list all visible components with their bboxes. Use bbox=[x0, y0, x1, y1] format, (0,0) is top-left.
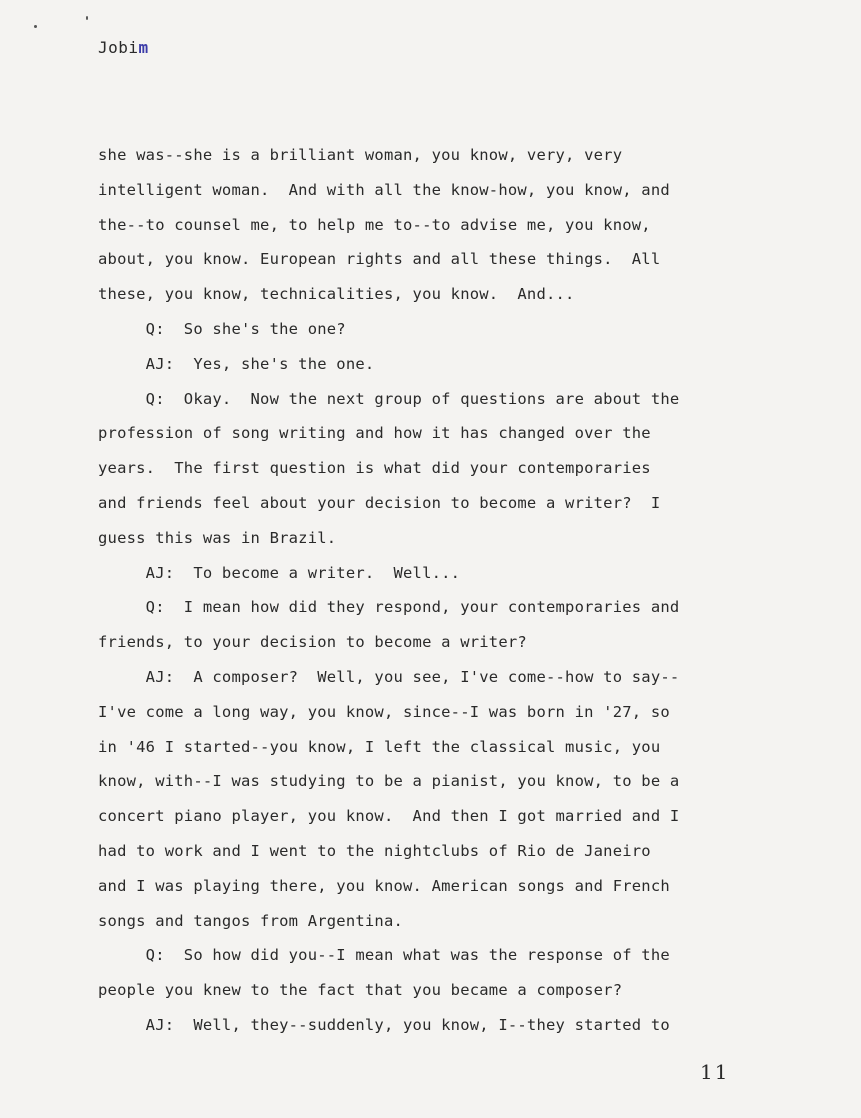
transcript-line: Q: So she's the one? bbox=[98, 320, 346, 338]
transcript-line: AJ: Yes, she's the one. bbox=[98, 354, 375, 373]
transcript-line: Q: Okay. Now the next group of questions are about the bbox=[98, 389, 680, 408]
transcript-line: in '46 I started--you know, I left the classical music, you bbox=[98, 737, 661, 756]
transcript-line: these, you know, technicalities, you know. And... bbox=[98, 285, 575, 304]
transcript-line: the--to counsel me, to help me to--to advise me, you know, bbox=[98, 215, 651, 234]
header-name: Jobi bbox=[98, 38, 139, 57]
transcript-line: I've come a long way, you know, since--I was born in '27, so bbox=[98, 702, 670, 721]
transcript-line: years. The first question is what did your contemporaries bbox=[98, 459, 651, 478]
transcript-line: AJ: A composer? Well, you see, I've come--how to say-- bbox=[98, 668, 680, 686]
transcript-line: AJ: Well, they--suddenly, you know, I--they started to bbox=[98, 1016, 670, 1034]
transcript-line: know, with--I was studying to be a pianist, you know, to be a bbox=[98, 772, 680, 791]
transcript-line: guess this was in Brazil. bbox=[98, 528, 337, 547]
transcript-line: profession of song writing and how it has changed over the bbox=[98, 424, 651, 443]
page-header bbox=[98, 38, 149, 57]
transcript-line: intelligent woman. And with all the know-how, you know, and bbox=[98, 180, 670, 199]
transcript-line: she was--she is a brilliant woman, you know, very, very bbox=[98, 146, 623, 164]
transcript-line: people you knew to the fact that you became a composer? bbox=[98, 981, 623, 1000]
transcript-line: about, you know. European rights and all these things. All bbox=[98, 250, 661, 269]
header-name-mark: m bbox=[138, 38, 149, 57]
transcript-line: songs and tangos from Argentina. bbox=[98, 911, 404, 930]
transcript-line: and friends feel about your decision to become a writer? I bbox=[98, 494, 661, 512]
transcript-line: and I was playing there, you know. American songs and French bbox=[98, 876, 670, 895]
speck-mark bbox=[86, 16, 88, 20]
transcript-line: had to work and I went to the nightclubs of Rio de Janeiro bbox=[98, 842, 651, 860]
transcript-line: AJ: To become a writer. Well... bbox=[98, 563, 461, 582]
transcript-line: Q: So how did you--I mean what was the response of the bbox=[98, 946, 670, 965]
transcript-line: friends, to your decision to become a writer? bbox=[98, 633, 527, 652]
speck-mark bbox=[34, 25, 37, 28]
page-number: 11 bbox=[700, 1060, 730, 1084]
transcript-line: Q: I mean how did they respond, your contemporaries and bbox=[98, 598, 680, 617]
transcript-line: concert piano player, you know. And then I got married and I bbox=[98, 807, 680, 826]
